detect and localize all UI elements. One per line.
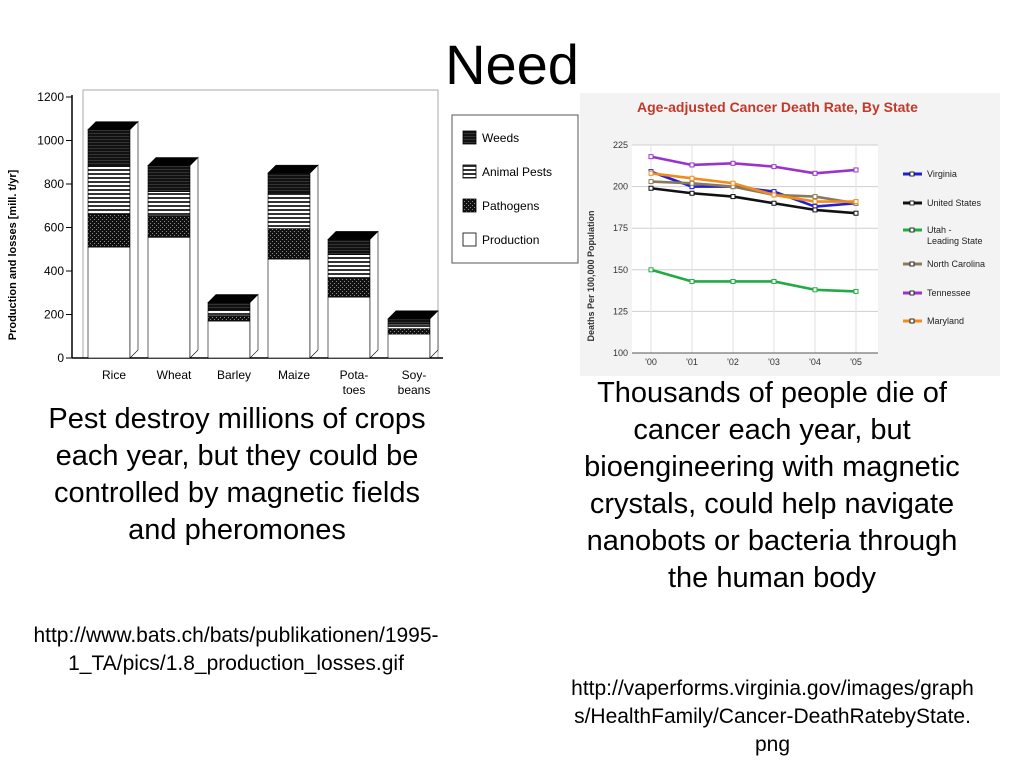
bar-top-face [388,311,438,319]
legend-marker [910,319,914,323]
bar-segment [88,167,130,215]
data-point [731,161,735,165]
data-point [690,191,694,195]
data-point [690,181,694,185]
bar-side-face [310,165,318,358]
bar-segment [268,229,310,259]
bar-segment [328,255,370,279]
bar-top-face [148,158,198,166]
legend-marker [910,228,914,232]
data-point [854,200,858,204]
bar-side-face [370,231,378,358]
bar-segment [268,173,310,194]
x-tick-label: Pota-toes [339,368,369,397]
right-caption: Thousands of people die of cancer each year, but bioengineering with magnetic crystals, could help navigate nanobots or bacteria through the human body [584,377,960,594]
legend-label: Maryland [927,316,965,326]
bar-segment [88,214,130,247]
data-point [772,201,776,205]
bar-top-face [268,165,318,173]
legend-label: Utah -Leading State [927,225,983,246]
data-point [772,193,776,197]
x-tick-label: '02 [727,357,739,367]
y-tick-label: 0 [57,351,64,365]
bar-segment [268,259,310,358]
data-point [731,181,735,185]
legend-label: Production [482,233,540,247]
slide-title: Need [445,33,579,96]
legend-swatch [463,199,476,212]
legend-marker [910,172,914,176]
bar-side-face [430,311,438,358]
y-axis-label: Production and losses [mill. t/yr] [7,169,19,341]
bar-segment [328,297,370,358]
data-point [854,168,858,172]
data-point [649,171,653,175]
data-point [854,211,858,215]
data-point [772,165,776,169]
bar-segment [88,247,130,358]
legend-swatch [463,233,476,246]
y-tick-label: 1200 [37,90,64,104]
legend-swatch [463,131,476,144]
bar-segment [208,303,250,311]
bar-segment [148,166,190,192]
cancer-death-rate-chart [580,93,1000,376]
data-point [813,200,817,204]
data-point [813,208,817,212]
data-point [649,180,653,184]
y-tick-label: 150 [612,264,628,275]
data-point [813,171,817,175]
bar-segment [208,321,250,358]
data-point [649,186,653,190]
x-tick-label: '04 [809,357,821,367]
bar-segment [88,130,130,167]
right-source-url: http://vaperforms.virginia.gov/images/graphs/HealthFamily/Cancer-DeathRatebyState.png [571,677,974,756]
legend-label: Virginia [927,169,957,179]
legend-swatch [463,165,476,178]
legend-label: Weeds [482,131,520,145]
pest-losses-chart [0,85,580,403]
data-point [649,268,653,272]
data-point [690,163,694,167]
bar-top-face [328,231,378,239]
bar-segment [388,319,430,324]
legend-marker [910,262,914,266]
data-point [813,195,817,199]
x-tick-label: '05 [850,357,862,367]
x-tick-label: Wheat [156,368,192,382]
bar-segment [328,279,370,297]
bar-top-face [88,122,138,130]
bar-side-face [250,295,258,358]
bar-segment [148,237,190,358]
bar-segment [268,194,310,229]
x-tick-label: Soy-beans [397,368,431,397]
chart-title: Age-adjusted Cancer Death Rate, By State [637,99,918,115]
y-tick-label: 1000 [37,133,64,148]
left-caption: Pest destroy millions of crops each year, but they could be controlled by magnetic fields and pheromones [48,403,426,546]
y-tick-label: 200 [43,307,64,322]
bar-side-face [130,122,138,358]
legend-label: United States [927,198,982,208]
y-tick-label: 125 [612,306,628,317]
left-source-url: http://www.bats.ch/bats/publikationen/1995-1_TA/pics/1.8_production_losses.gif [33,624,439,675]
y-tick-label: 200 [612,181,628,192]
bar-segment [148,216,190,238]
y-tick-label: 100 [612,348,628,358]
bar-segment [388,334,430,358]
x-tick-label: '00 [645,357,657,367]
legend-label: Pathogens [482,199,540,213]
bar-top-face [208,295,258,303]
bar-segment [208,316,250,321]
bar-side-face [190,158,198,358]
legend-label: Animal Pests [482,165,553,179]
data-point [731,279,735,283]
y-tick-label: 400 [43,264,64,278]
y-axis-label: Deaths Per 100,000 Population [586,210,596,342]
y-tick-label: 600 [43,220,64,235]
bar-segment [208,310,250,315]
legend-label: Tennessee [927,288,971,298]
data-point [690,176,694,180]
x-tick-label: '01 [686,357,698,367]
x-tick-label: Barley [216,368,252,382]
bar-segment [388,324,430,328]
data-point [731,195,735,199]
legend-label: North Carolina [927,259,986,269]
data-point [854,289,858,293]
x-tick-label: Maize [277,368,311,382]
bar-segment [148,192,190,216]
x-tick-label: Rice [101,368,127,382]
data-point [690,279,694,283]
legend-marker [910,201,914,205]
legend-marker [910,291,914,295]
data-point [813,288,817,292]
y-tick-label: 175 [612,223,628,234]
x-tick-label: '03 [768,357,780,367]
bar-segment [388,329,430,334]
y-tick-label: 225 [612,140,628,150]
y-tick-label: 800 [43,177,64,191]
data-point [772,279,776,283]
data-point [649,155,653,159]
bar-segment [328,239,370,254]
